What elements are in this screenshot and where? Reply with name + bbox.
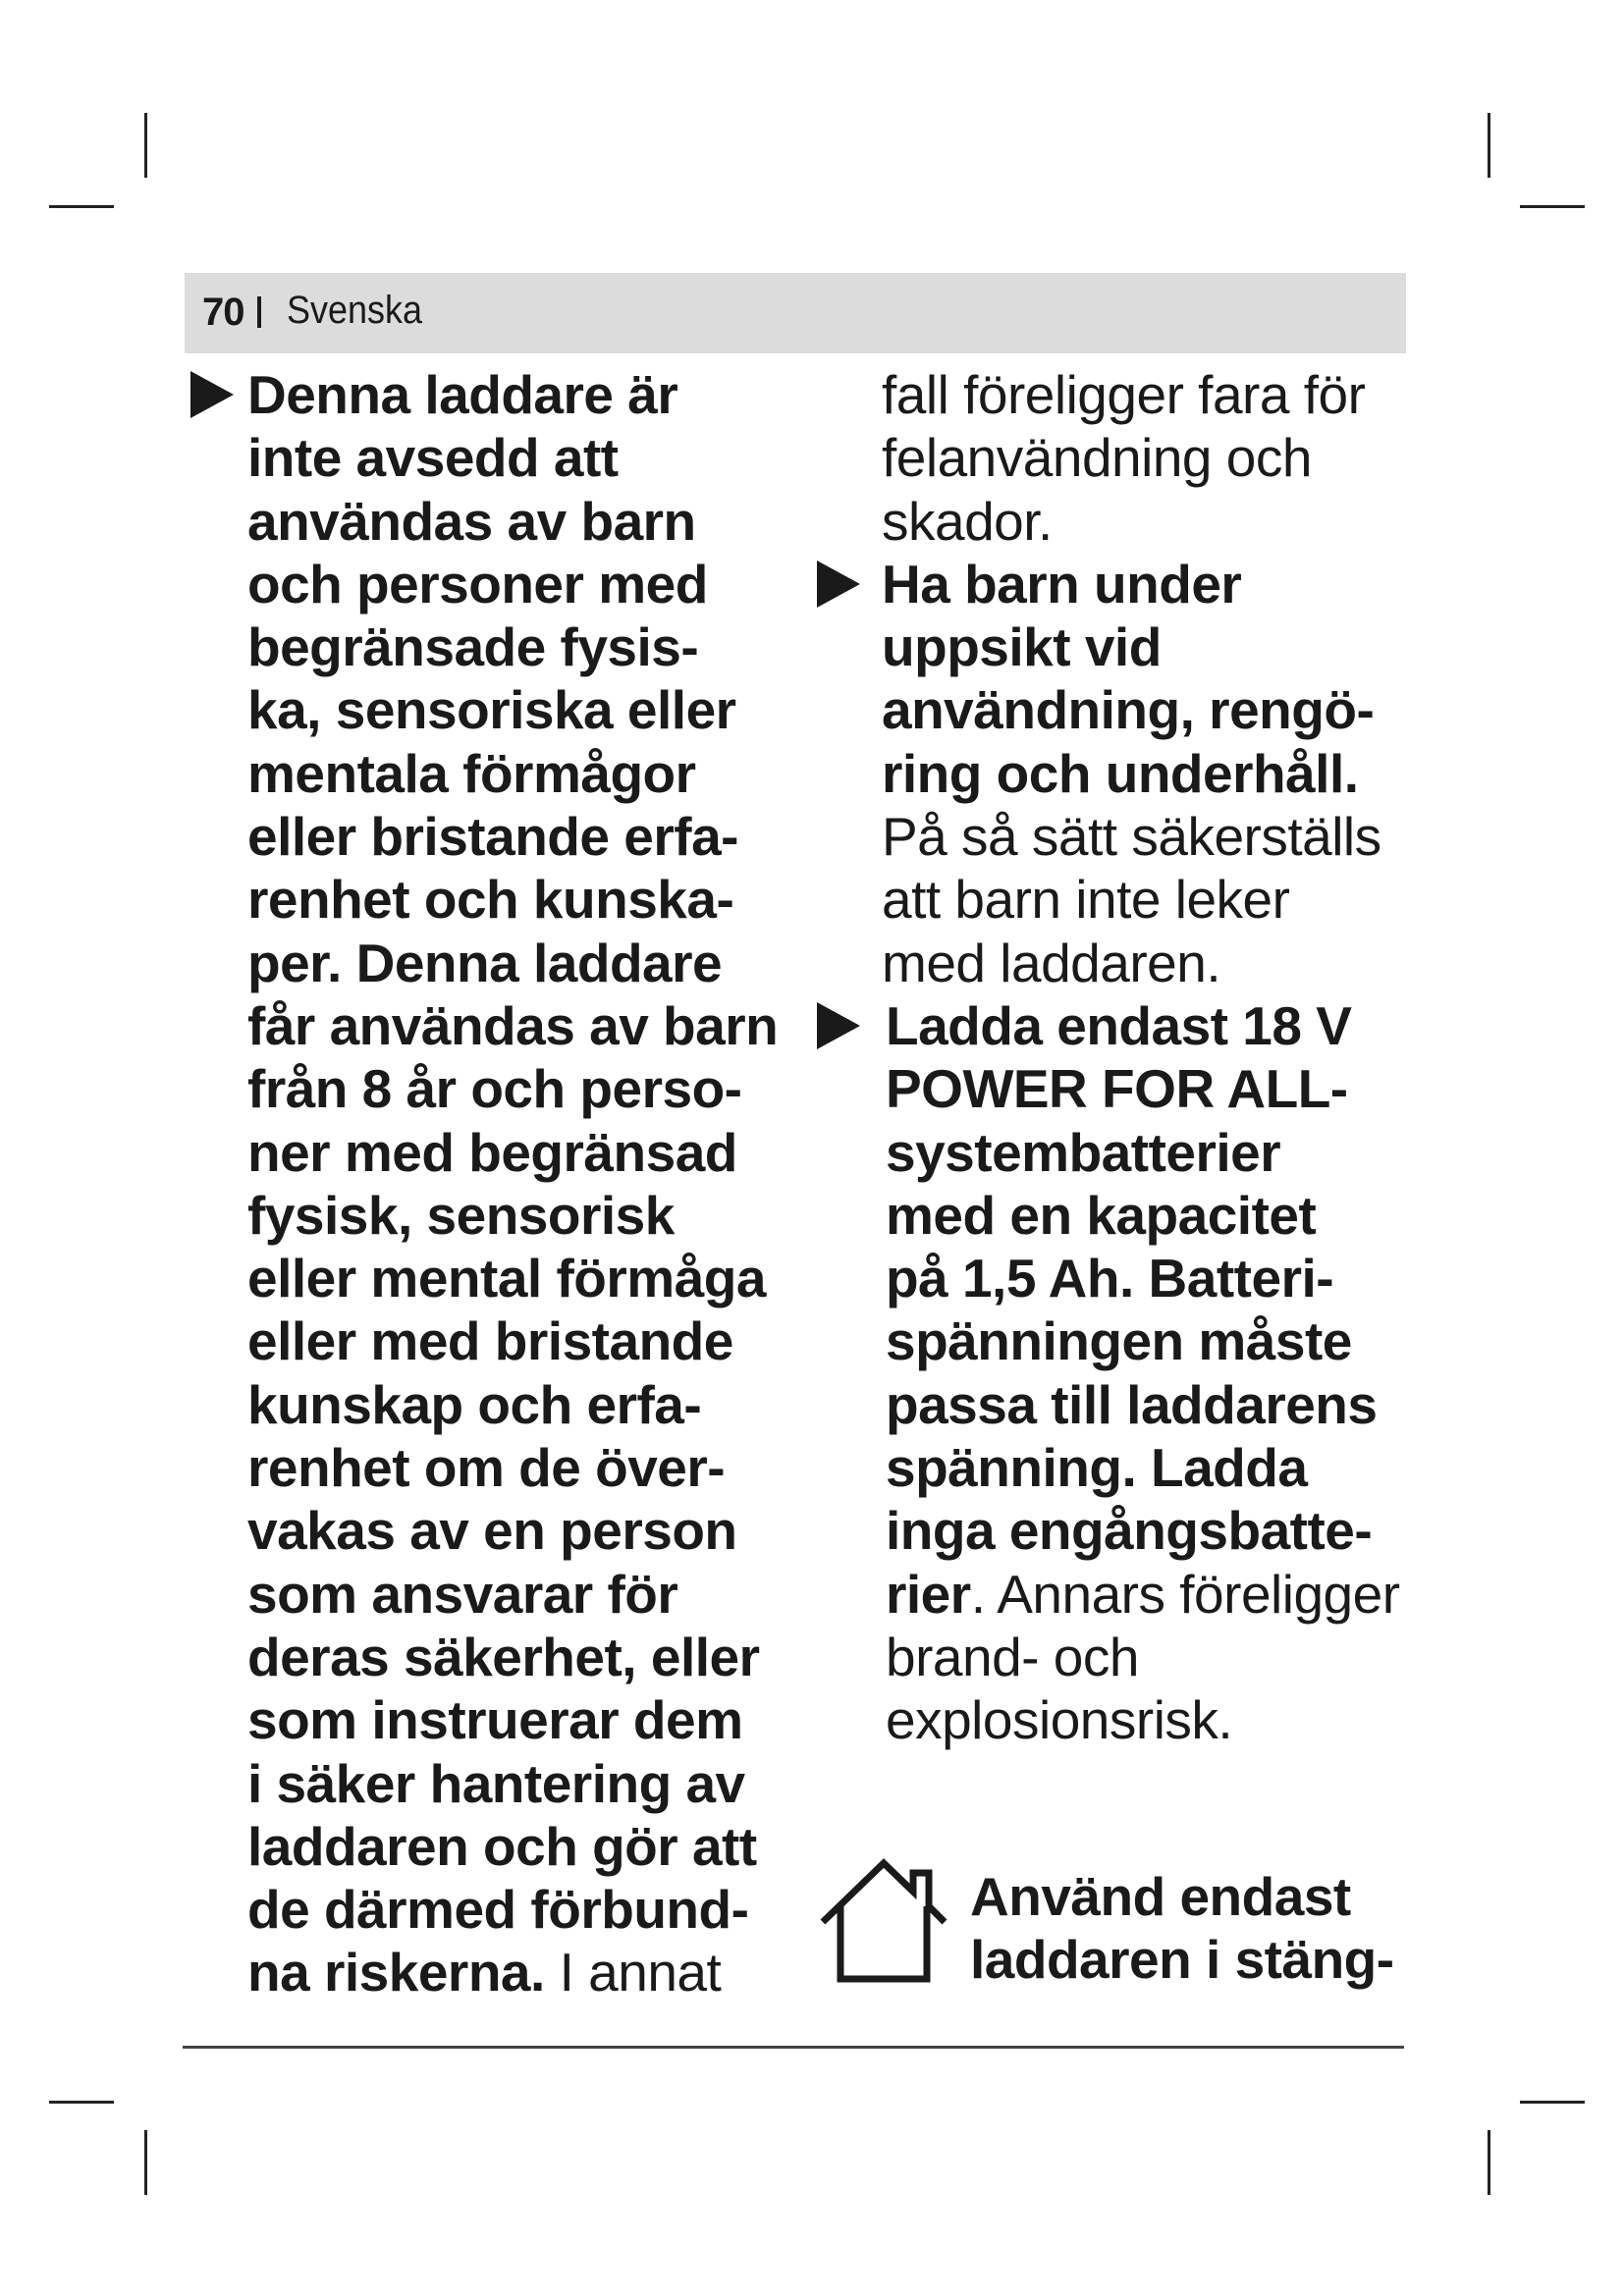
text-line: Ha barn under (882, 553, 1242, 614)
text-line: ring och underhåll. (882, 742, 1359, 804)
text-line: spänningen måste (886, 1310, 1352, 1372)
text-line: renhet om de över- (247, 1437, 726, 1499)
crop-mark (49, 2101, 114, 2104)
crop-mark (49, 205, 114, 208)
continuation-text (882, 363, 1412, 553)
charger-children-warning (247, 363, 797, 1941)
text-line: POWER FOR ALL- (886, 1058, 1348, 1120)
text-line: Använd endast (970, 1866, 1351, 1927)
text-line: brand- och (886, 1626, 1139, 1687)
bullet-triangle-icon (817, 1002, 860, 1049)
crop-mark (1520, 2101, 1585, 2104)
header-separator (257, 296, 261, 328)
text-line: fall föreligger fara för (882, 364, 1366, 425)
crop-mark (1488, 113, 1490, 178)
text-line: felanvändning och (882, 427, 1312, 489)
text-line: per. Denna laddare (247, 932, 723, 993)
text-line: deras säkerhet, eller (247, 1626, 760, 1687)
text-line: skador. (882, 490, 1053, 552)
text-line: som instruerar dem (247, 1689, 743, 1751)
text-line: i säker hantering av (247, 1752, 745, 1814)
text-line: och personer med (247, 553, 708, 614)
text-line: Denna laddare är (247, 364, 678, 425)
indoor-use-notice (970, 1865, 1394, 1992)
text-line: passa till laddarens (886, 1373, 1378, 1435)
text-line: eller mental förmåga (247, 1248, 766, 1309)
left-column (247, 363, 797, 2004)
text-line: som ansvarar för (247, 1563, 678, 1625)
text-line: att barn inte leker (882, 869, 1290, 931)
text-line: kunskap och erfa- (247, 1373, 702, 1435)
text-line: med en kapacitet (886, 1184, 1317, 1246)
text-line: med laddaren. (882, 932, 1221, 993)
text-line: de därmed förbund- (247, 1879, 749, 1941)
text-line: renhet och kunska- (247, 869, 734, 931)
text-line: begränsade fysis- (247, 616, 699, 678)
text-line: eller bristande erfa- (247, 806, 738, 868)
text-line: användning, rengö- (882, 679, 1375, 741)
footer-rule (183, 2046, 1404, 2049)
text-line: systembatterier (886, 1121, 1281, 1183)
text-line: från 8 år och perso- (247, 1058, 742, 1120)
crop-mark (144, 113, 147, 178)
crop-mark (1520, 205, 1585, 208)
battery-warning (882, 994, 1412, 1752)
text-line: fysisk, sensorisk (247, 1184, 675, 1246)
text-line: inga engångsbatte- (886, 1500, 1373, 1562)
bullet-triangle-icon (190, 371, 234, 418)
page-number: 70 (202, 291, 244, 334)
bullet-triangle-icon (817, 561, 860, 608)
text-line: användas av barn (247, 490, 696, 552)
crop-mark (144, 2130, 147, 2195)
text-line: ka, sensoriska eller (247, 679, 736, 741)
text-line: På så sätt säkerställs (882, 806, 1381, 868)
text-line: vakas av en person (247, 1500, 737, 1562)
house-icon (815, 1849, 952, 1987)
text-line: laddaren i stäng- (970, 1929, 1394, 1991)
text-line: explosionsrisk. (886, 1689, 1233, 1751)
text-line: laddaren och gör att (247, 1815, 757, 1877)
text-line: inte avsedd att (247, 427, 619, 489)
page-header (185, 273, 1406, 353)
header-language: Svenska (287, 289, 423, 332)
crop-mark (1488, 2130, 1490, 2195)
text-line: eller med bristande (247, 1310, 733, 1372)
right-column (882, 363, 1412, 1752)
battery-warning-mixed-line: rier. Annars föreligger (886, 1563, 1400, 1625)
text-line: mentala förmågor (247, 742, 696, 804)
text-line: ner med begränsad (247, 1121, 737, 1183)
text-line: uppsikt vid (882, 616, 1162, 678)
text-line: får användas av barn (247, 994, 779, 1056)
text-line: på 1,5 Ah. Batteri- (886, 1248, 1334, 1309)
supervision-warning (882, 553, 1412, 994)
text-line: Ladda endast 18 V (886, 994, 1352, 1056)
text-line: spänning. Ladda (886, 1437, 1308, 1499)
charger-children-warning-last-line: na riskerna. I annat (247, 1942, 722, 2003)
